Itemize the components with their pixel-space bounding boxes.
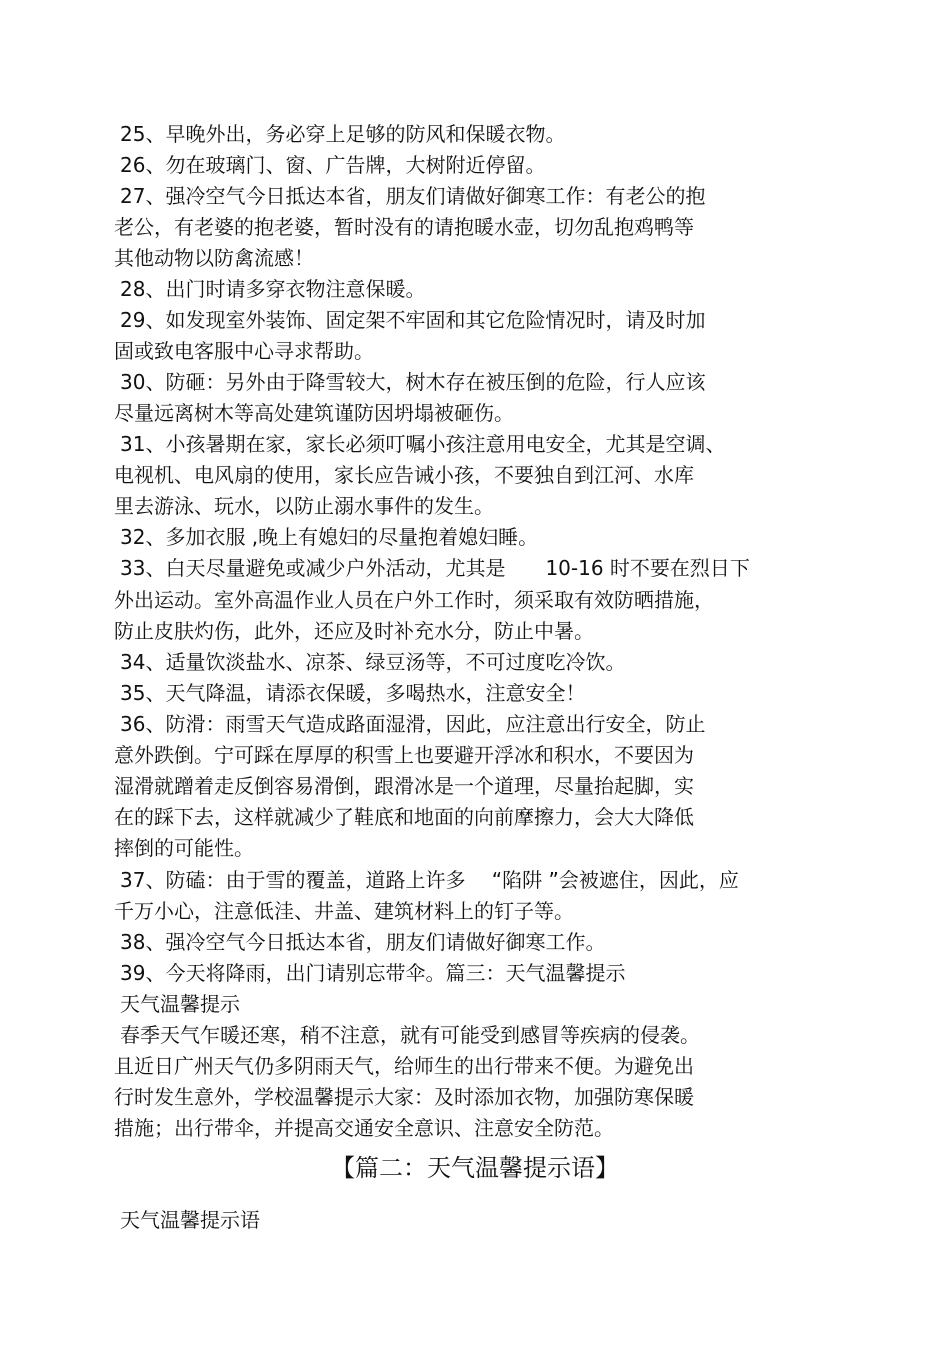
text-line: 38、强冷空气今日抵达本省，朋友们请做好御寒工作。 [120,930,606,954]
text-line: 且近日广州天气仍多阴雨天气，给师生的出行带来不便。为避免出 [114,1054,694,1078]
text-line: 措施；出行带伞，并提高交通安全意识、注意安全防范。 [114,1116,614,1140]
text-line: 33、白天尽量避免或减少户外活动，尤其是 10-16 时不要在烈日下 [120,556,750,580]
text-line: 35、天气降温，请添衣保暖，多喝热水，注意安全！ [120,681,586,705]
text-line: 固或致电客服中心寻求帮助。 [114,339,374,363]
text-line: 电视机、电风扇的使用，家长应告诫小孩，不要独自到江河、水库 [114,463,694,487]
text-line: 春季天气乍暖还寒，稍不注意，就有可能受到感冒等疾病的侵袭。 [120,1023,700,1047]
text-line: 27、强冷空气今日抵达本省，朋友们请做好御寒工作：有老公的抱 [120,184,706,208]
text-line: 32、多加衣服 ,晚上有媳妇的尽量抱着媳妇睡。 [120,525,539,549]
text-line: 29、如发现室外装饰、固定架不牢固和其它危险情况时，请及时加 [120,308,706,332]
text-line: 天气温馨提示 [120,992,240,1016]
text-line: 摔倒的可能性。 [114,836,254,860]
text-line: 37、防磕：由于雪的覆盖，道路上许多 “陷阱 ”会被遮住，因此，应 [120,868,739,892]
text-line: 39、今天将降雨，出门请别忘带伞。篇三：天气温馨提示 [120,961,626,985]
text-line: 防止皮肤灼伤，此外，还应及时补充水分，防止中暑。 [114,619,594,643]
text-line: 湿滑就蹭着走反倒容易滑倒，跟滑冰是一个道理，尽量抬起脚，实 [114,774,694,798]
text-line: 其他动物以防禽流感！ [114,246,314,270]
text-line: 36、防滑：雨雪天气造成路面湿滑，因此，应注意出行安全，防止 [120,712,706,736]
text-line: 在的踩下去，这样就减少了鞋底和地面的向前摩擦力，会大大降低 [114,805,694,829]
text-line: 外出运动。室外高温作业人员在户外工作时，须采取有效防晒措施， [114,588,714,612]
text-line: 行时发生意外，学校温馨提示大家：及时添加衣物，加强防寒保暖 [114,1085,694,1109]
text-line: 老公，有老婆的抱老婆，暂时没有的请抱暖水壶，切勿乱抱鸡鸭等 [114,215,694,239]
text-line: 25、早晚外出，务必穿上足够的防风和保暖衣物。 [120,122,566,146]
text-line: 34、适量饮淡盐水、凉茶、绿豆汤等，不可过度吃冷饮。 [120,650,626,674]
text-line: 里去游泳、玩水，以防止溺水事件的发生。 [114,494,494,518]
section-subheading: 天气温馨提示语 [120,1208,260,1232]
text-line: 30、防砸：另外由于降雪较大，树木存在被压倒的危险，行人应该 [120,370,706,394]
text-line: 尽量远离树木等高处建筑谨防因坍塌被砸伤。 [114,401,514,425]
text-line: 26、勿在玻璃门、窗、广告牌，大树附近停留。 [120,153,546,177]
text-line: 28、出门时请多穿衣物注意保暖。 [120,277,426,301]
text-line: 31、小孩暑期在家，家长必须叮嘱小孩注意用电安全，尤其是空调、 [120,432,726,456]
section-heading: 【篇二：天气温馨提示语】 [331,1154,619,1182]
text-line: 意外跌倒。宁可踩在厚厚的积雪上也要避开浮冰和积水，不要因为 [114,743,694,767]
text-line: 千万小心，注意低洼、井盖、建筑材料上的钉子等。 [114,899,574,923]
